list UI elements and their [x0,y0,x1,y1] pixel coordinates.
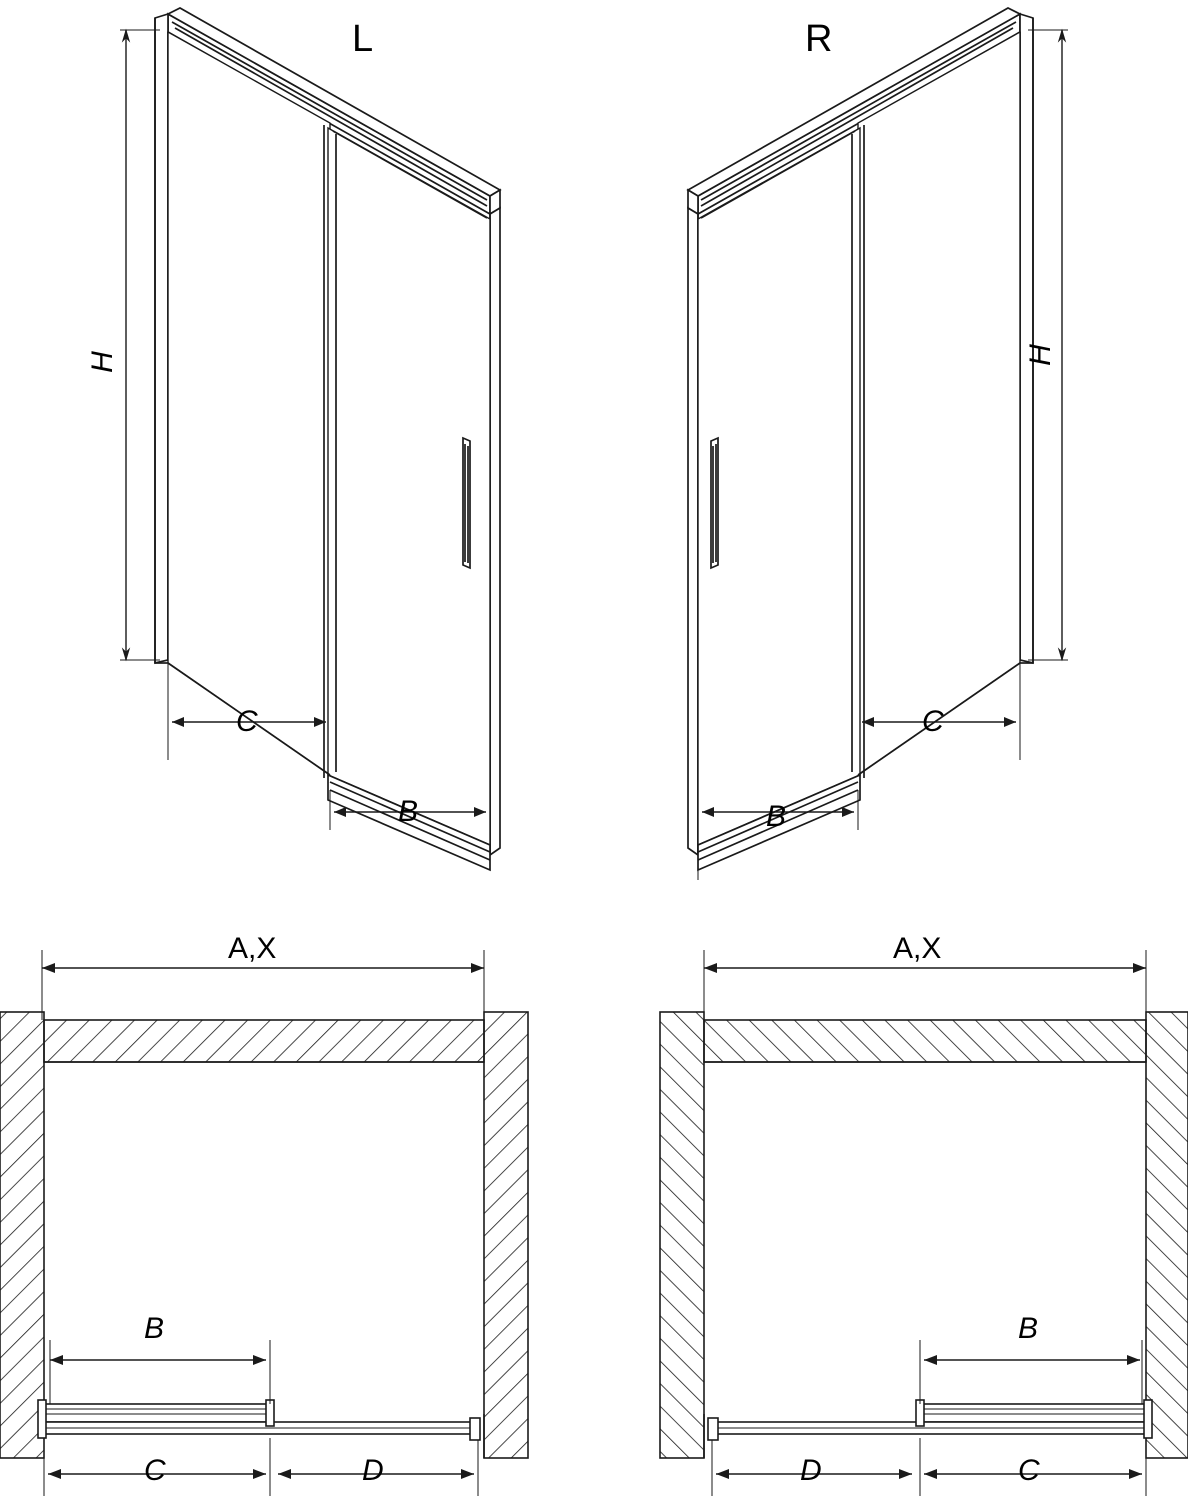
dimension-label-b-right: B [766,800,787,833]
dimension-label-b-plan-right: B [1018,1312,1039,1345]
dimension-label-ax-plan-right: A,X [893,932,942,965]
variant-label-left: L [352,18,374,60]
dimension-label-h-left: H [85,351,119,373]
dimension-label-c-right: C [922,705,944,738]
dimension-label-h-right: H [1023,344,1057,366]
dimension-label-b-left: B [398,795,419,828]
dimension-label-b-plan-left: B [144,1312,165,1345]
dimension-label-c-plan-right: C [1018,1454,1040,1487]
iso-view-right [688,8,1068,880]
dimension-label-d-plan-right: D [800,1454,822,1487]
dimension-label-d-plan-left: D [362,1454,384,1487]
dimension-label-c-plan-left: C [144,1454,166,1487]
dimension-label-ax-plan-left: A,X [228,932,277,965]
variant-label-right: R [805,18,833,60]
plan-view-left [0,950,528,1496]
iso-view-left [120,8,500,870]
plan-view-right [660,950,1188,1496]
dimension-label-c-left: C [236,705,258,738]
